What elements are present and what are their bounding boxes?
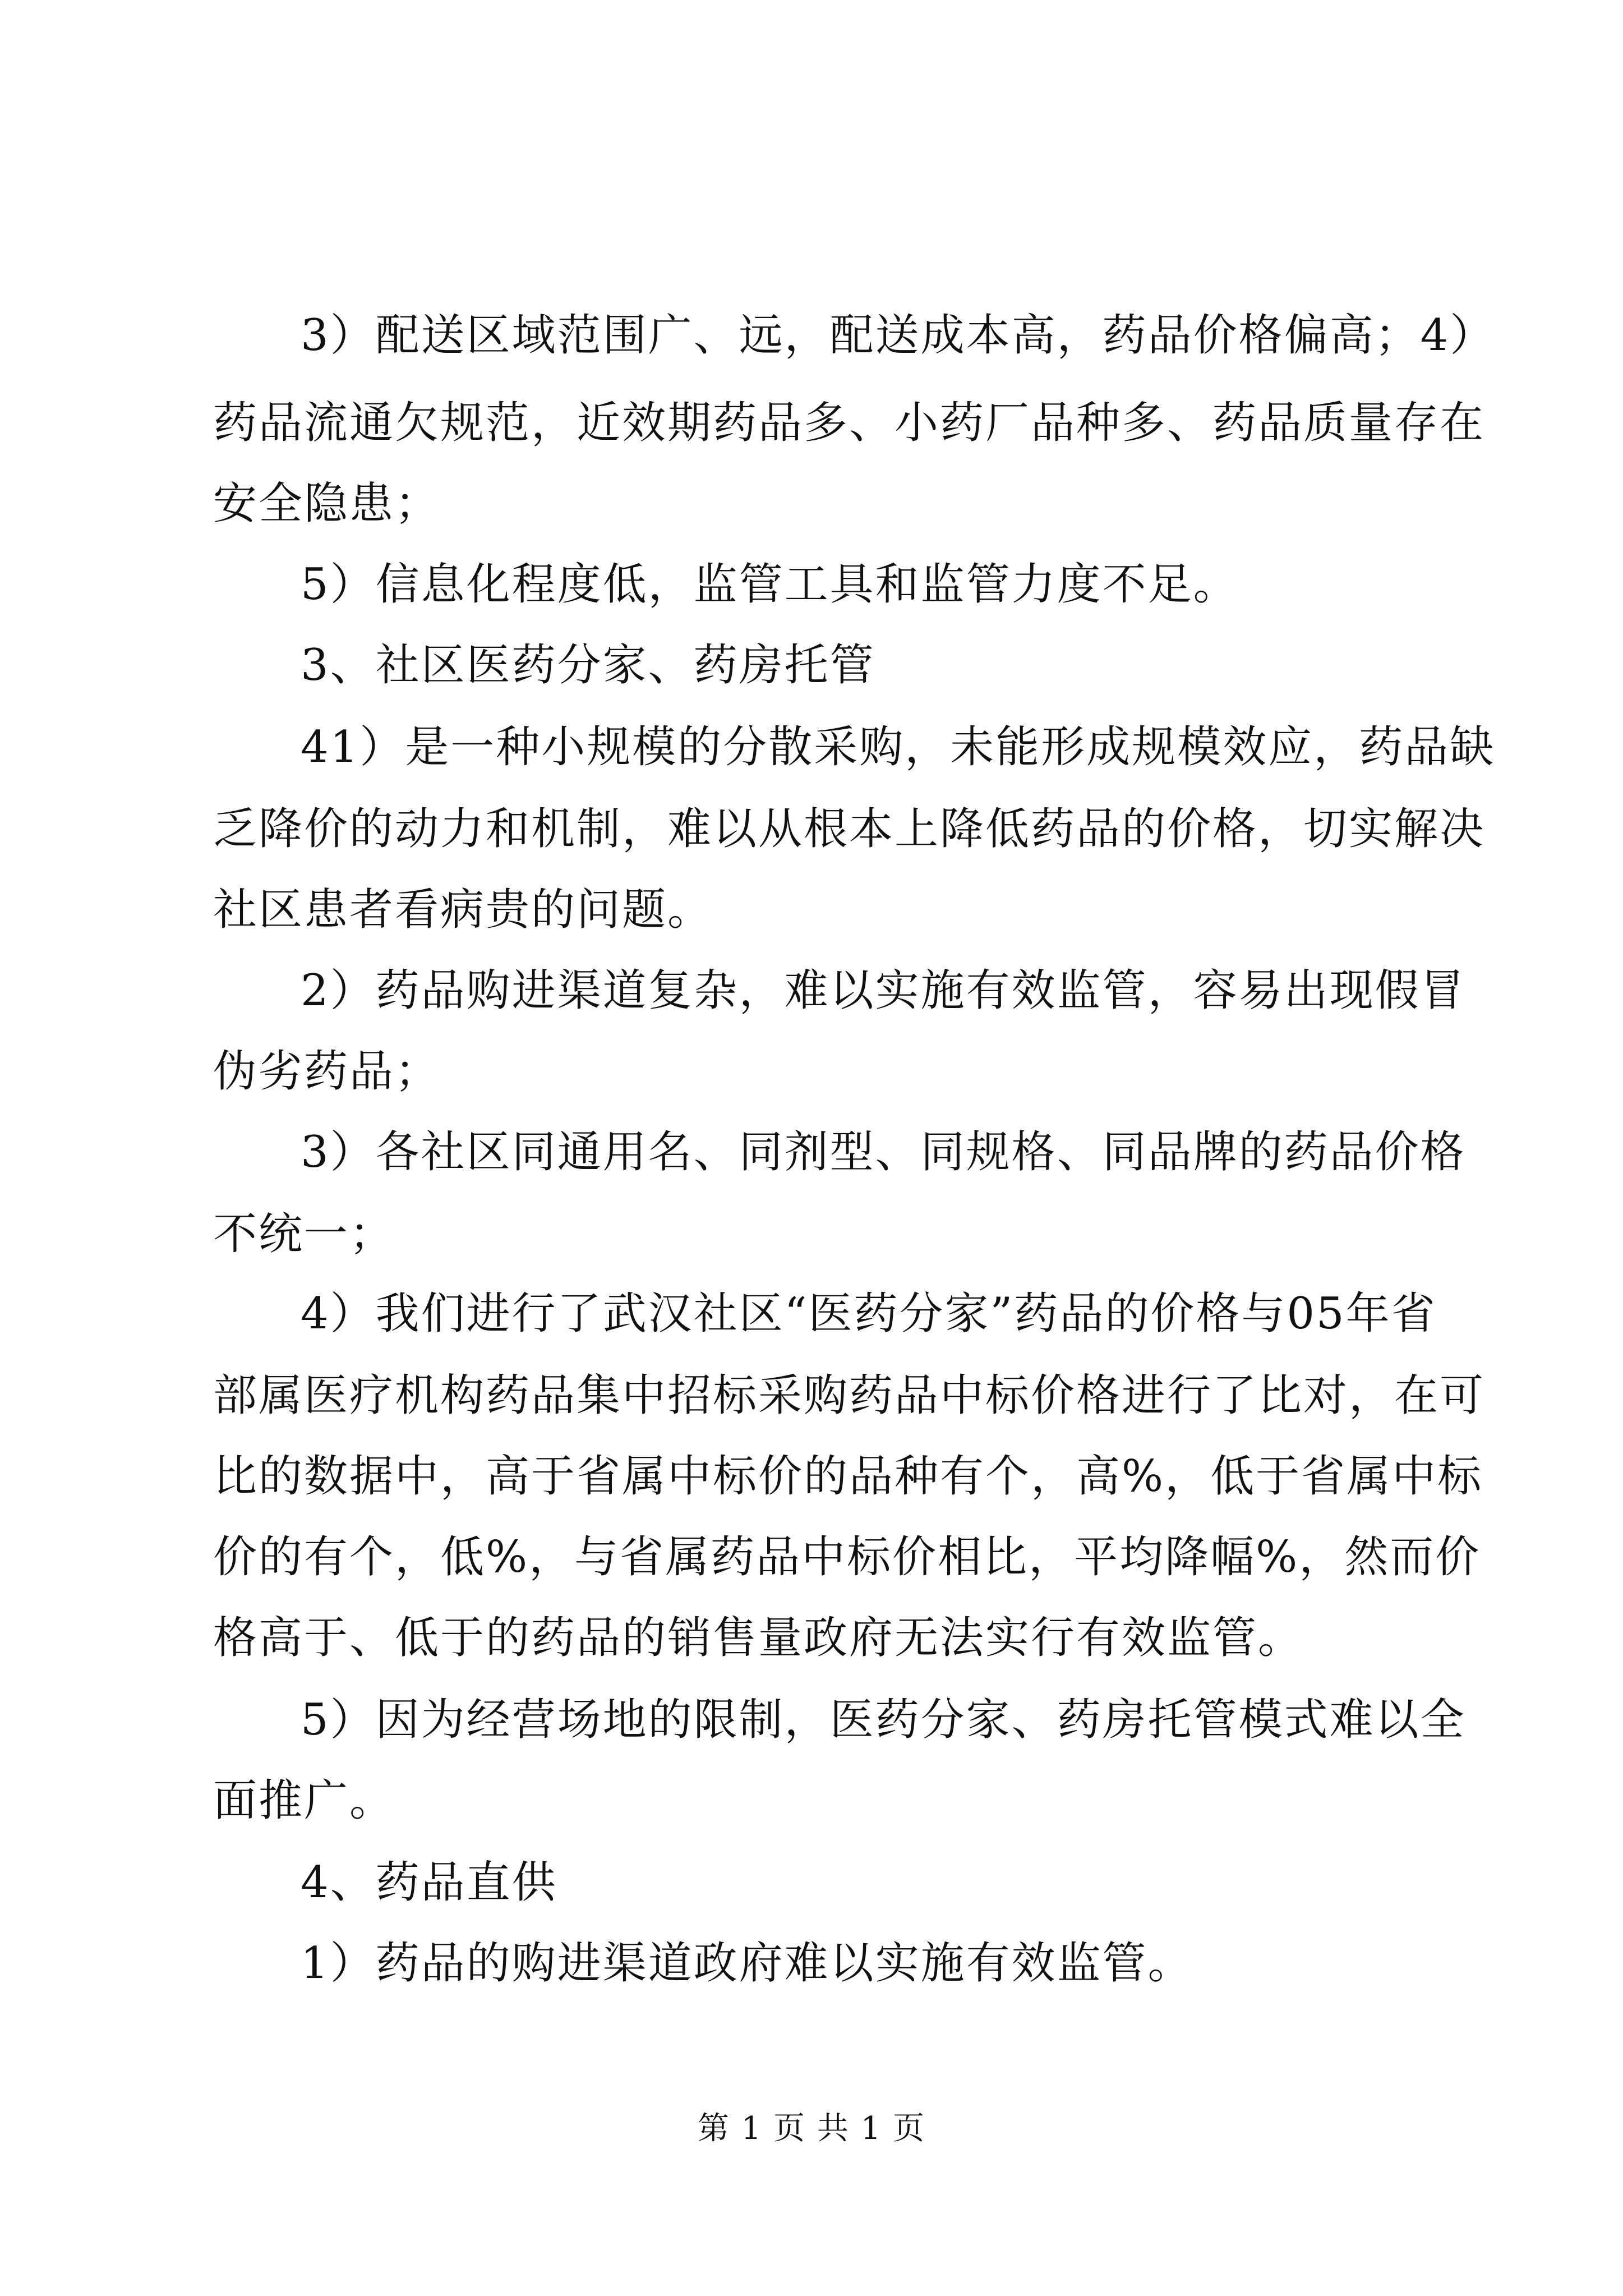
text-line: 3、社区医药分家、药房托管 <box>301 640 875 691</box>
text-line: 比的数据中，高于省属中标价的品种有个，高%，低于省属中标 <box>213 1451 1483 1502</box>
text-line: 伪劣药品； <box>213 1046 441 1097</box>
text-line: 社区患者看病贵的问题。 <box>213 885 713 935</box>
text-line: 3）各社区同通用名、同剂型、同规格、同品牌的药品价格 <box>301 1127 1466 1177</box>
text-line: 价的有个，低%，与省属药品中标价相比，平均降幅%，然而价 <box>213 1532 1481 1582</box>
text-line: 5）因为经营场地的限制，医药分家、药房托管模式难以全 <box>301 1695 1466 1745</box>
text-line: 1）药品的购进渠道政府难以实施有效监管。 <box>301 1938 1193 1989</box>
text-line: 面推广。 <box>213 1775 395 1826</box>
text-line: 2）药品购进渠道复杂，难以实施有效监管，容易出现假冒 <box>301 965 1466 1016</box>
text-line: 乏降价的动力和机制，难以从根本上降低药品的价格，切实解决 <box>213 804 1486 854</box>
text-line: 3）配送区域范围广、远，配送成本高，药品价格偏高；4） <box>301 310 1496 361</box>
text-line: 格高于、低于的药品的销售量政府无法实行有效监管。 <box>213 1613 1304 1663</box>
text-line: 41）是一种小规模的分散采购，未能形成规模效应，药品缺 <box>301 722 1496 772</box>
text-line: 不统一； <box>213 1209 395 1259</box>
text-line: 4）我们进行了武汉社区“医药分家”药品的价格与05年省 <box>301 1289 1437 1339</box>
text-line: 5）信息化程度低，监管工具和监管力度不足。 <box>301 559 1239 610</box>
text-line: 药品流通欠规范，近效期药品多、小药厂品种多、药品质量存在 <box>213 398 1486 448</box>
text-line: 安全隐患； <box>213 478 441 529</box>
page-number-footer: 第 1 页 共 1 页 <box>697 2110 926 2147</box>
text-line: 部属医疗机构药品集中招标采购药品中标价格进行了比对，在可 <box>213 1370 1486 1421</box>
text-line: 4、药品直供 <box>301 1857 557 1908</box>
